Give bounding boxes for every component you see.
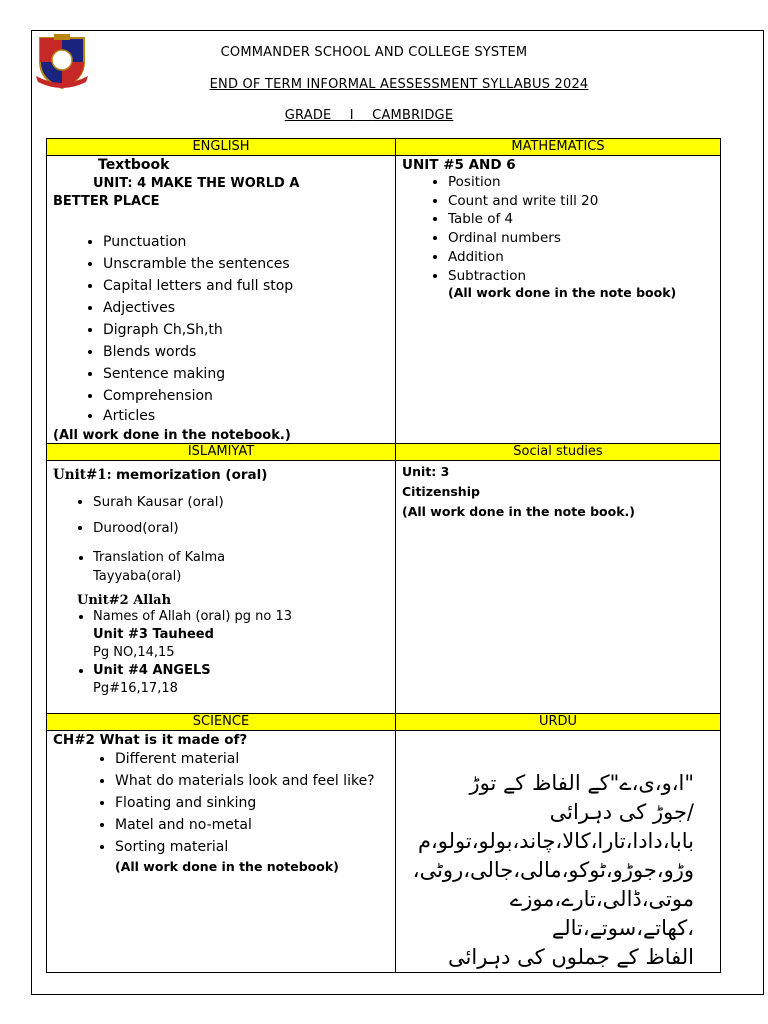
english-textbook: Textbook <box>98 157 170 173</box>
social-studies-heading: Social studies <box>396 444 721 461</box>
list-item: • Addition <box>448 248 714 267</box>
list-item: • Articles <box>103 407 389 426</box>
english-topic-list <box>53 231 389 426</box>
islamiyat-unit3-title: Unit #3 Tauheed <box>93 627 214 642</box>
list-item: • Punctuation <box>103 231 389 253</box>
syllabus-table <box>46 138 721 973</box>
grade-label: GRADE I <box>284 108 354 123</box>
islamiyat-unit1-list <box>53 489 389 586</box>
list-item: • Unscramble the sentences <box>103 253 389 275</box>
school-name: COMMANDER SCHOOL AND COLLEGE SYSTEM <box>220 45 528 60</box>
english-cell <box>47 156 396 444</box>
list-item: • Position <box>448 173 714 192</box>
list-item: • Translation of Kalma Tayyaba(oral) <box>93 548 389 586</box>
urdu-line: الفاظ کے جملوں کی دہرائی <box>448 945 694 969</box>
islamiyat-unit2-title: Unit#2 Allah <box>77 593 172 608</box>
english-unit-cont: BETTER PLACE <box>53 194 160 209</box>
english-note: (All work done in the notebook.) <box>53 428 291 443</box>
list-item: • Matel and no-metal <box>115 814 389 836</box>
social-studies-cell <box>396 461 721 714</box>
urdu-text <box>402 731 714 972</box>
english-unit: UNIT: 4 MAKE THE WORLD A <box>93 176 300 191</box>
science-chapter: CH#2 What is it made of? <box>53 732 248 748</box>
exam-title: END OF TERM INFORMAL AESSESSMENT SYLLABUS 2024 <box>209 77 589 92</box>
urdu-line: موتی،ڈالی،تارے،موزے <box>509 887 694 911</box>
list-item: • Ordinal numbers <box>448 229 714 248</box>
urdu-cell <box>396 731 721 973</box>
islamiyat-unit4-pages: Pg#16,17,18 <box>93 681 178 696</box>
list-item: • Table of 4 <box>448 210 714 229</box>
list-item: • Different material <box>115 748 389 770</box>
social-topic: Citizenship <box>402 484 480 499</box>
list-item: • Comprehension <box>103 385 389 407</box>
list-item: • Unit #4 ANGELS <box>93 662 389 680</box>
board-label: CAMBRIDGE <box>372 108 454 123</box>
science-note: (All work done in the notebook) <box>115 859 339 874</box>
islamiyat-unit1 <box>53 467 389 483</box>
list-item: • Names of Allah (oral) pg no 13 <box>93 608 389 626</box>
list-item: • What do materials look and feel like? <box>115 770 389 792</box>
science-heading: SCIENCE <box>47 714 396 731</box>
list-item: • Durood(oral) <box>93 515 389 541</box>
islamiyat-heading: ISLAMIYAT <box>47 444 396 461</box>
islamiyat-cell <box>47 461 396 714</box>
list-item: • Adjectives <box>103 297 389 319</box>
list-item: • Sentence making <box>103 363 389 385</box>
islamiyat-unit1-title: memorization (oral) <box>115 467 268 483</box>
urdu-line: "ا،و،ی،ے"کے الفاظ کے توڑ <box>469 771 694 795</box>
islamiyat-unit4-list <box>53 662 389 680</box>
mathematics-cell <box>396 156 721 444</box>
list-item: • Floating and sinking <box>115 792 389 814</box>
list-item: • Blends words <box>103 341 389 363</box>
list-item: • Digraph Ch,Sh,th <box>103 319 389 341</box>
english-heading: ENGLISH <box>47 139 396 156</box>
urdu-heading: URDU <box>396 714 721 731</box>
islamiyat-unit3-pages: Pg NO,14,15 <box>93 645 175 660</box>
math-unit: UNIT #5 AND 6 <box>402 157 516 173</box>
list-item: • Subtraction <box>448 267 714 286</box>
social-unit: Unit: 3 <box>402 464 450 479</box>
islamiyat-unit2-list <box>53 608 389 626</box>
math-note: (All work done in the note book) <box>448 285 677 301</box>
list-item: • Count and write till 20 <box>448 192 714 211</box>
list-item: • Sorting material <box>115 836 389 858</box>
social-note: (All work done in the note book.) <box>402 504 635 519</box>
list-item: • Capital letters and full stop <box>103 275 389 297</box>
urdu-line: /جوڑ کی دہرائی <box>549 800 694 824</box>
mathematics-heading: MATHEMATICS <box>396 139 721 156</box>
islamiyat-unit1-label: Unit#1: <box>53 467 112 483</box>
urdu-line: بابا،دادا،تارا،کالا،چاند،بولو،تولو،م <box>417 829 694 853</box>
grade-line <box>0 108 753 123</box>
science-cell <box>47 731 396 973</box>
math-topic-list <box>402 173 714 285</box>
urdu-line: وڑو،جوڑو،ٹوکو،مالی،جالی،روٹی، <box>412 858 694 882</box>
urdu-line: ،کھاتے،سوتے،تالے <box>551 916 694 940</box>
list-item: • Surah Kausar (oral) <box>93 489 389 515</box>
science-topic-list <box>53 748 389 858</box>
